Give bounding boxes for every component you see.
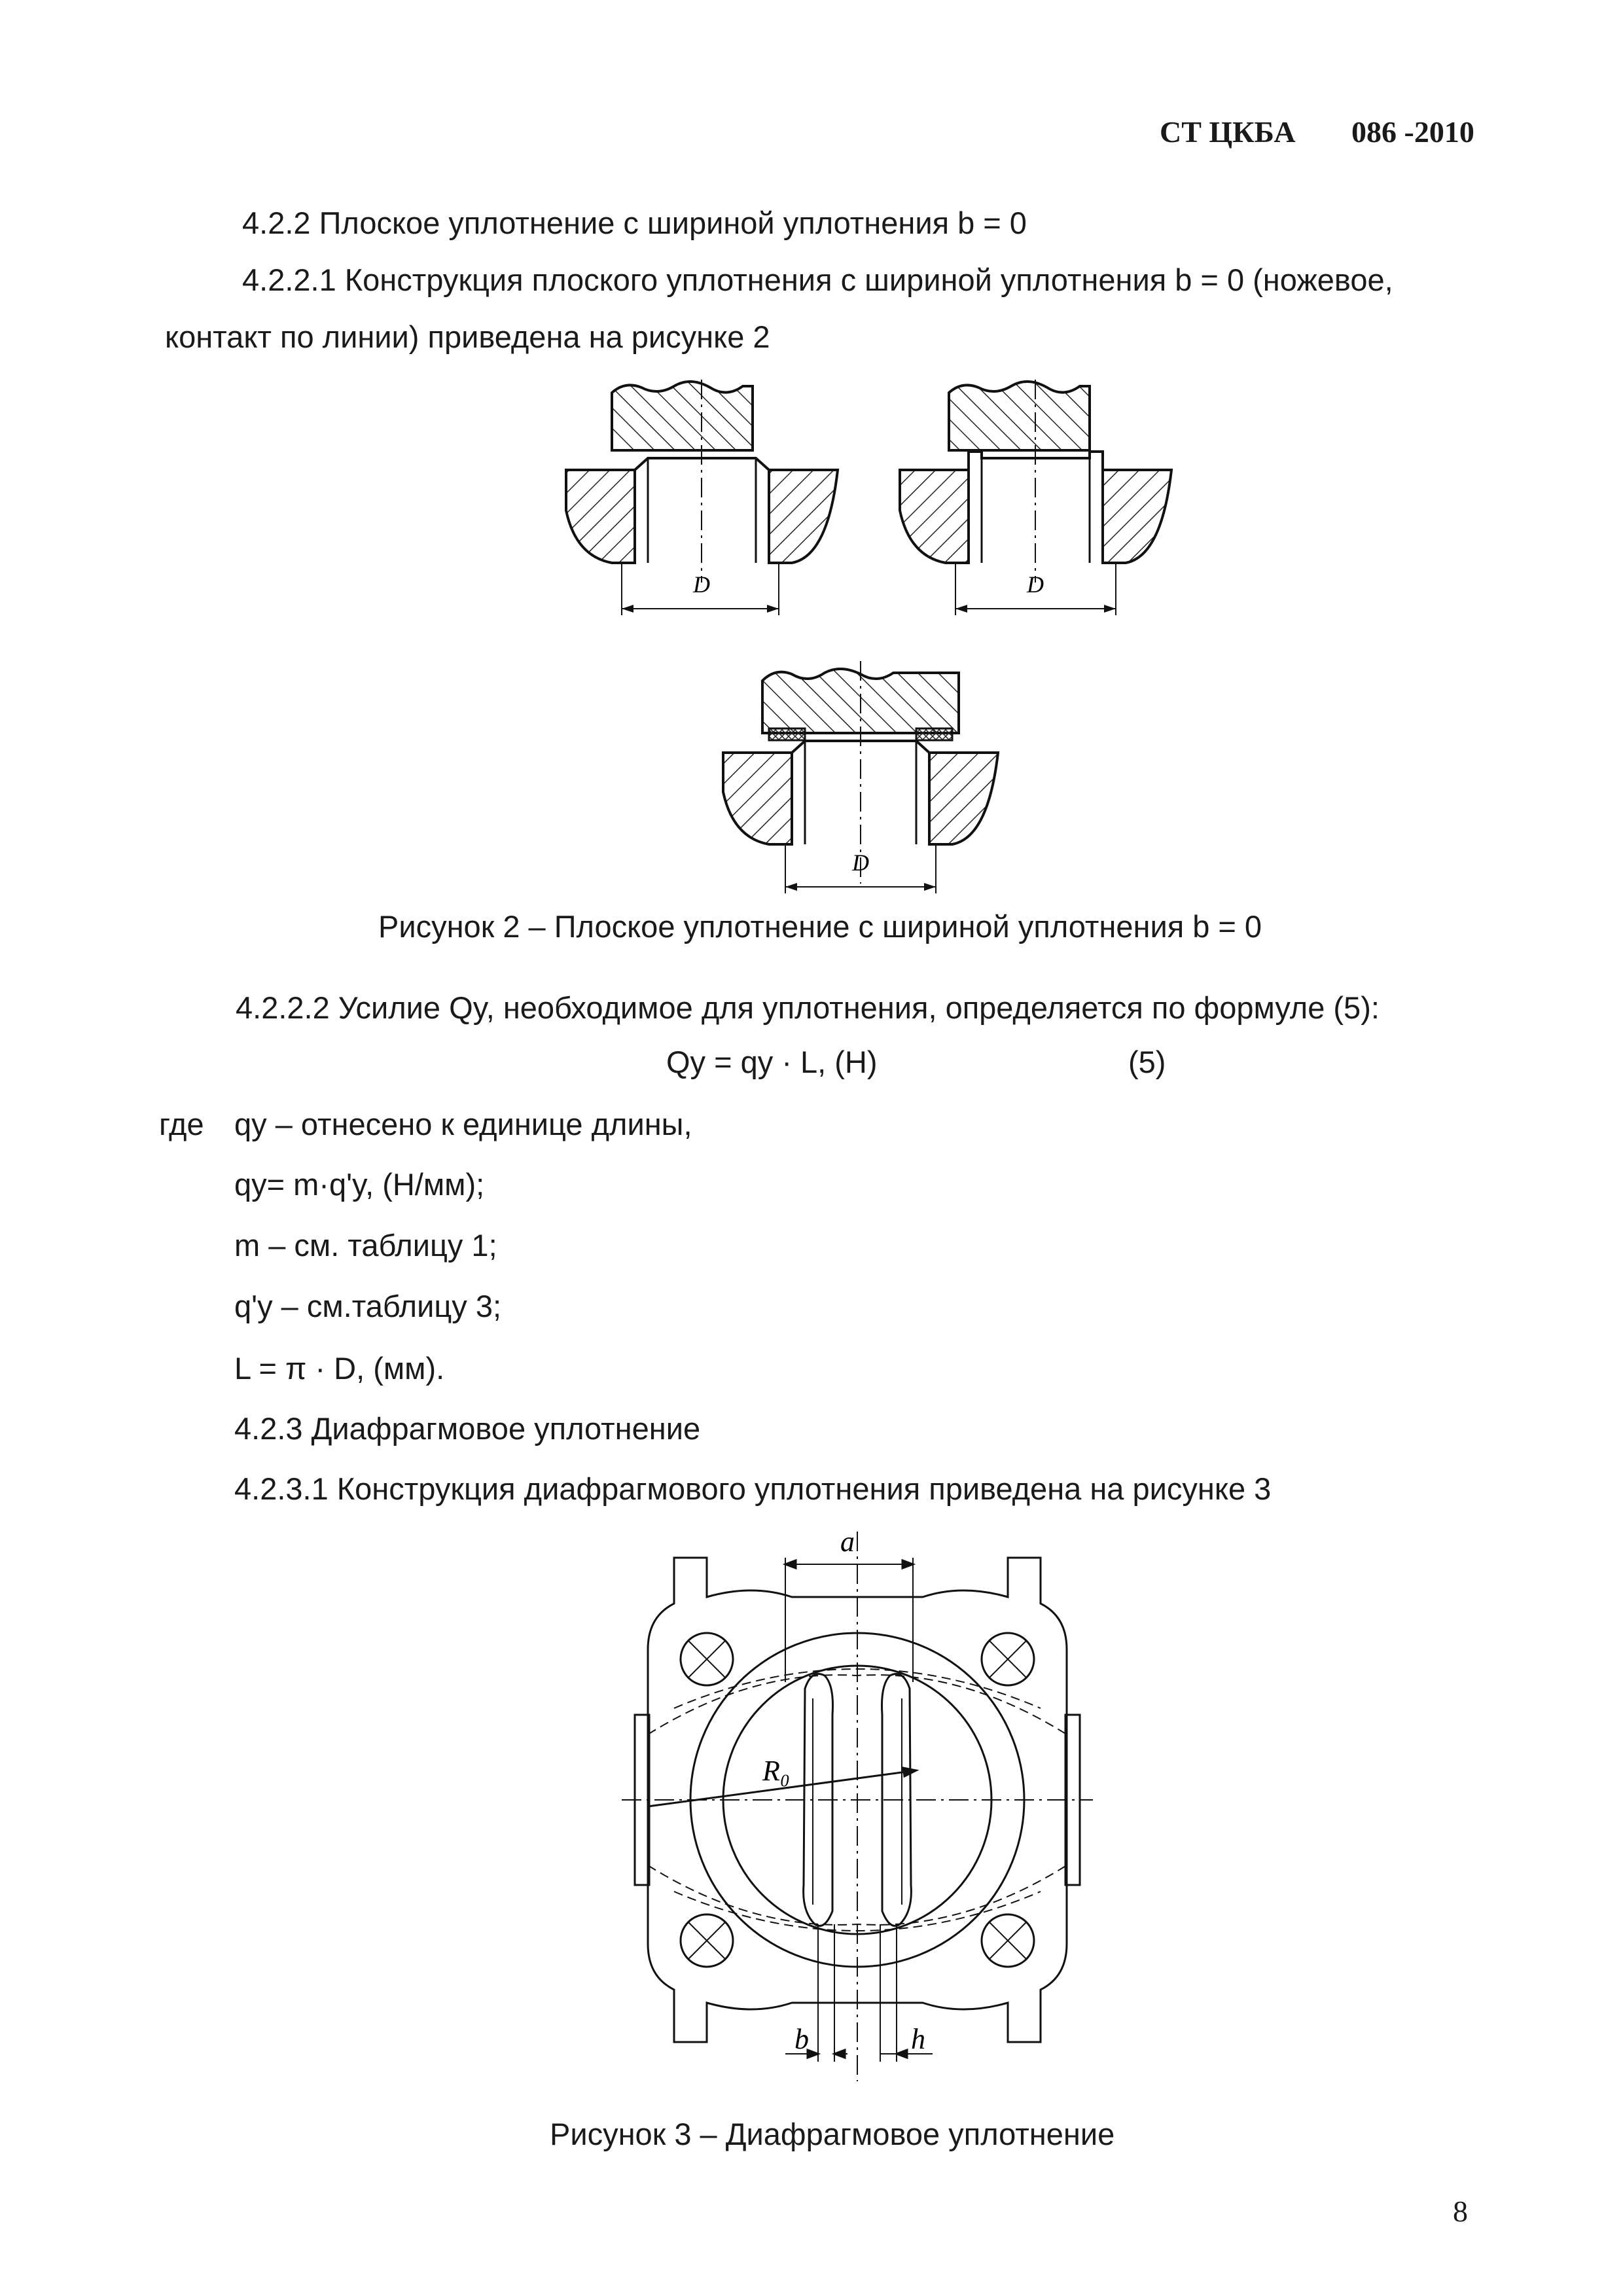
figure-3-label-r: R₀ <box>762 1755 791 1787</box>
formula-5-number: (5) <box>1128 1045 1166 1079</box>
section-heading-4-2-2: 4.2.2 Плоское уплотнение с шириной уплотнения b = 0 <box>242 206 1027 240</box>
figure-3-caption: Рисунок 3 – Диафрагмовое уплотнение <box>550 2117 1115 2151</box>
figure-3-drawing <box>622 1518 1093 2081</box>
figure-2-dimension-label-2: D <box>1027 571 1044 598</box>
figure-2-dimension-label-3: D <box>852 850 869 876</box>
paragraph-4-2-3-1: 4.2.3.1 Конструкция диафрагмового уплотнения приведена на рисунке 3 <box>234 1471 1272 1506</box>
paragraph-4-2-2-1-line2: контакт по линии) приведена на рисунке 2 <box>165 319 770 354</box>
figure-2-dimension-label-1: D <box>693 571 710 598</box>
paragraph-4-2-2-2: 4.2.2.2 Усилие Qy, необходимое для уплотнения, определяется по формуле (5): <box>236 990 1380 1025</box>
figure-3-label-b: b <box>794 2023 809 2055</box>
bolt-hole-bottom-right <box>982 1914 1034 1967</box>
where-label: где <box>159 1107 204 1141</box>
bolt-hole-bottom-left <box>681 1914 733 1967</box>
figure-3-label-a: a <box>840 1526 855 1558</box>
bolt-hole-top-left <box>681 1633 733 1685</box>
document-code: СТ ЦКБА <box>1160 115 1296 149</box>
page-number: 8 <box>1453 2195 1468 2228</box>
definition-m: m – см. таблицу 1; <box>234 1228 497 1263</box>
definition-L: L = π · D, (мм). <box>234 1351 445 1386</box>
figure-2-caption: Рисунок 2 – Плоское уплотнение с шириной уплотнения b = 0 <box>378 909 1262 944</box>
formula-5: Qy = qy · L, (H) <box>666 1045 878 1079</box>
figure-2-drawing <box>550 367 1191 897</box>
definition-q-prime: q'y – см.таблицу 3; <box>234 1289 502 1323</box>
paragraph-4-2-2-1-line1: 4.2.2.1 Конструкция плоского уплотнения с шириной уплотнения b = 0 (ножевое, <box>242 262 1393 297</box>
figure-3-label-h: h <box>911 2023 925 2055</box>
document-number: 086 -2010 <box>1351 115 1474 149</box>
definition-q-formula: qy= m·q'y, (H/мм); <box>234 1167 485 1202</box>
bolt-hole-top-right <box>982 1633 1034 1685</box>
section-heading-4-2-3: 4.2.3 Диафрагмовое уплотнение <box>234 1411 701 1446</box>
definition-q: qy – отнесено к единице длины, <box>234 1107 692 1141</box>
